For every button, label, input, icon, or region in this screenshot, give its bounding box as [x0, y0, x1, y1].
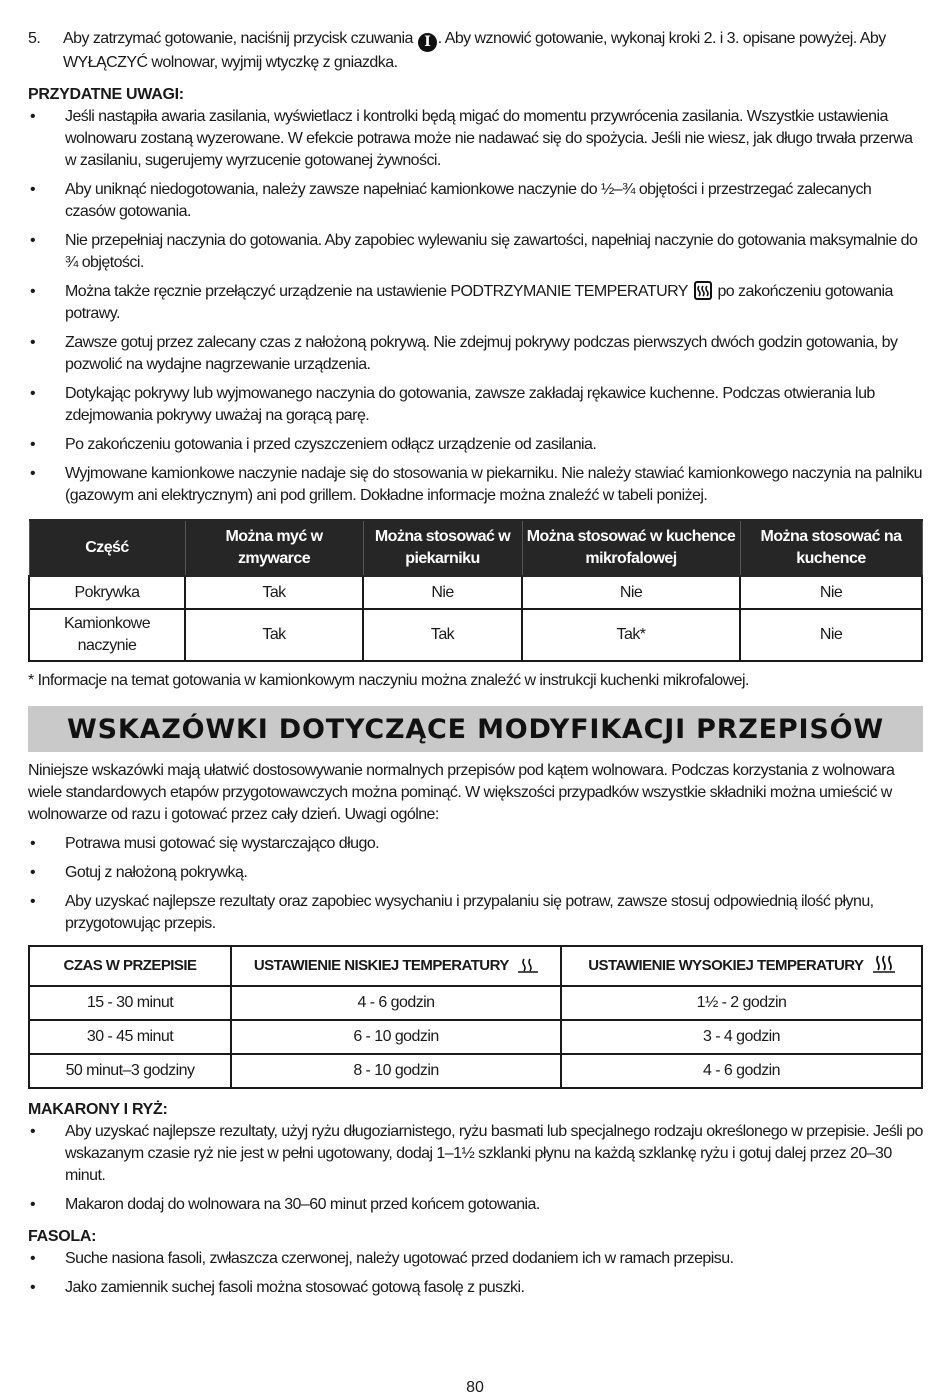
- table-cell: Tak: [185, 576, 363, 609]
- list-item: • Aby uzyskać najlepsze rezultaty, użyj ryżu długoziarnistego, ryżu basmati lub specjalnego rodzaju określonego w przepisie. Jeśli po wskazanym czasie ryż nie jest w pełni ugotowany, dodaj 1–1½ szklanki płynu na każdą szklankę ryżu i gotuj dalej przez 20–30 minut.: [30, 1123, 923, 1184]
- table-cell: 30 - 45 minut: [29, 1020, 231, 1054]
- recipe-tips-list: [28, 833, 923, 935]
- pasta-heading: MAKARONY I RYŻ:: [28, 1101, 168, 1118]
- table-row: [29, 609, 922, 661]
- table-header: Część: [29, 520, 185, 576]
- list-item: • Potrawa musi gotować się wystarczająco długo.: [30, 835, 380, 852]
- table-row: [29, 1020, 922, 1054]
- cooking-time-table: [28, 945, 923, 1089]
- table-header: Można stosować w piekarniku: [363, 520, 522, 576]
- table-header: CZAS W PRZEPISIE: [29, 946, 231, 986]
- list-item: • Można także ręcznie przełączyć urządzenie na ustawienie PODTRZYMANIE TEMPERATURY po zakończeniu gotowania potrawy.: [30, 283, 893, 322]
- list-item: • Jeśli nastąpiła awaria zasilania, wyświetlacz i kontrolki będą migać do momentu przywrócenia zasilania. Wszystkie ustawienia wolnowaru zostaną wyzerowane. W efekcie potrawa może nie nadawać się do spożycia. Jeśli nie wiesz, jak długo trwała przerwa w zasilaniu, sugerujemy wyrzucenie gotowanej żywności.: [30, 108, 913, 169]
- table-cell: 50 minut–3 godziny: [29, 1054, 231, 1088]
- page-number: 80: [466, 1379, 484, 1396]
- step-5: [28, 28, 923, 74]
- parts-table: [28, 519, 923, 662]
- manual-page: [28, 28, 923, 1306]
- section-banner: WSKAZÓWKI DOTYCZĄCE MODYFIKACJI PRZEPISÓW: [28, 706, 923, 752]
- table-cell: 15 - 30 minut: [29, 986, 231, 1020]
- table-header: Można myć w zmywarce: [185, 520, 363, 576]
- list-item: • Gotuj z nałożoną pokrywką.: [30, 864, 248, 881]
- list-item: • Dotykając pokrywy lub wyjmowanego naczynia do gotowania, zawsze zakładaj rękawice kuchenne. Podczas otwierania lub zdejmowania pokrywy uważaj na gorącą parę.: [30, 385, 875, 424]
- table-cell: 6 - 10 godzin: [231, 1020, 561, 1054]
- list-item: • Nie przepełniaj naczynia do gotowania. Aby zapobiec wylewaniu się zawartości, napełniaj naczynie do gotowania maksymalnie do ¾ objętości.: [30, 232, 918, 271]
- list-item: • Aby uniknąć niedogotowania, należy zawsze napełniać kamionkowe naczynie do ½–¾ objętości i przestrzegać zalecanych czasów gotowania.: [30, 181, 872, 220]
- list-item: • Po zakończeniu gotowania i przed czyszczeniem odłącz urządzenie od zasilania.: [30, 436, 597, 453]
- table-row: [29, 986, 922, 1020]
- list-item: • Zawsze gotuj przez zalecany czas z nałożoną pokrywą. Nie zdejmuj pokrywy podczas pierwszych dwóch godzin gotowania, by pozwolić na wydajne nagrzewanie urządzenia.: [30, 334, 898, 373]
- table-cell: Nie: [363, 576, 522, 609]
- beans-list: [28, 1248, 923, 1299]
- table-header: Można stosować w kuchence mikrofalowej: [522, 520, 740, 576]
- table-header: Można stosować na kuchence: [740, 520, 922, 576]
- table-cell: Tak: [185, 609, 363, 661]
- table-cell: 4 - 6 godzin: [231, 986, 561, 1020]
- list-item: • Aby uzyskać najlepsze rezultaty oraz zapobiec wysychaniu i przypalaniu się potraw, zawsze stosuj odpowiednią ilość płynu, przygotowując przepis.: [30, 893, 874, 932]
- table-cell: Pokrywka: [29, 576, 185, 609]
- table-cell: Tak*: [522, 609, 740, 661]
- tips-list: [28, 106, 923, 507]
- list-item: • Makaron dodaj do wolnowara na 30–60 minut przed końcem gotowania.: [30, 1196, 540, 1213]
- table-cell: 1½ - 2 godzin: [561, 986, 922, 1020]
- table-cell: Nie: [740, 609, 922, 661]
- table-cell: 8 - 10 godzin: [231, 1054, 561, 1088]
- table-cell: Kamionkowe naczynie: [29, 609, 185, 661]
- step-number: 5.: [28, 30, 41, 47]
- table-cell: Nie: [522, 576, 740, 609]
- pasta-list: [28, 1121, 923, 1216]
- beans-heading: FASOLA:: [28, 1228, 97, 1245]
- table-cell: 4 - 6 godzin: [561, 1054, 922, 1088]
- step-text: Aby zatrzymać gotowanie, naciśnij przycisk czuwania I . Aby wznowić gotowanie, wykonaj kroki 2. i 3. opisane powyżej. Aby WYŁĄCZYĆ wolnowar, wyjmij wtyczkę z gniazdka.: [63, 30, 886, 71]
- list-item: • Suche nasiona fasoli, zwłaszcza czerwonej, należy ugotować przed dodaniem ich w ramach przepisu.: [30, 1250, 734, 1267]
- table-footnote: * Informacje na temat gotowania w kamionkowym naczyniu można znaleźć w instrukcji kuchenki mikrofalowej.: [28, 672, 749, 689]
- list-item: • Wyjmowane kamionkowe naczynie nadaje się do stosowania w piekarniku. Nie należy stawiać kamionkowego naczynia na palniku (gazowym ani elektrycznym) ani pod grillem. Dokładne informacje można znaleźć w tabeli poniżej.: [30, 465, 923, 504]
- table-header: USTAWIENIE NISKIEJ TEMPERATURY: [231, 946, 561, 986]
- high-heat-icon: [873, 955, 895, 973]
- table-header: USTAWIENIE WYSOKIEJ TEMPERATURY: [561, 946, 922, 986]
- table-cell: Tak: [363, 609, 522, 661]
- standby-icon: I: [418, 33, 437, 52]
- tips-heading: PRZYDATNE UWAGI:: [28, 86, 184, 103]
- table-cell: Nie: [740, 576, 922, 609]
- table-row: [29, 576, 922, 609]
- keep-warm-icon: [694, 281, 712, 300]
- list-item: • Jako zamiennik suchej fasoli można stosować gotową fasolę z puszki.: [30, 1279, 525, 1296]
- table-cell: 3 - 4 godzin: [561, 1020, 922, 1054]
- table-row: [29, 1054, 922, 1088]
- low-heat-icon: [518, 957, 538, 973]
- section-intro: Niniejsze wskazówki mają ułatwić dostosowywanie normalnych przepisów pod kątem wolnowara. Podczas korzystania z wolnowara wiele standardowych etapów przygotowawczych można pominąć. W większości przypadków wszystkie składniki można umieścić w wolnowarze od razu i gotować przez cały dzień. Uwagi ogólne:: [28, 762, 895, 823]
